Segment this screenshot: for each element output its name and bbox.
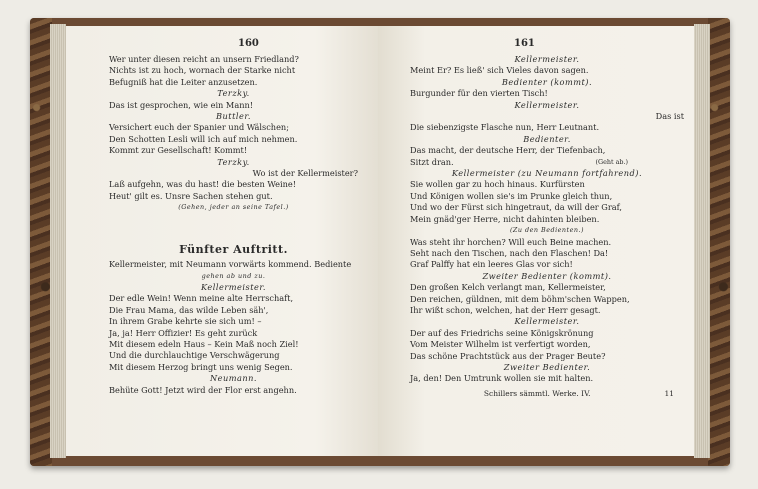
- verse-line: [410, 157, 684, 168]
- right-page-text: [410, 54, 684, 385]
- verse-line: Das ist gesprochen, wie ein Mann!: [109, 99, 254, 110]
- page-edges-right: [694, 24, 710, 458]
- speaker-name: Kellermeister.: [201, 281, 266, 292]
- page-number: 161: [514, 38, 535, 49]
- verse-line: Und die durchlauchtige Verschwägerung: [109, 350, 280, 361]
- stage-direction: gehen ab und zu.: [201, 271, 266, 280]
- verse-line: Die Frau Mama, das wilde Leben säh',: [109, 304, 269, 315]
- verse-line: Kellermeister, mit Neumann vorwärts kommend. Bediente: [109, 259, 352, 270]
- verse-line: Der auf des Friedrichs seine Königskrönung: [410, 327, 594, 338]
- speaker-name: Buttler.: [216, 111, 251, 122]
- verse-line: Den reichen, güldnen, mit dem böhm'schen Wappen,: [410, 293, 630, 304]
- right-page: [378, 26, 694, 456]
- speaker-name: Kellermeister.: [514, 99, 580, 110]
- verse-line: In ihrem Grabe kehrte sie sich um! –: [109, 316, 262, 327]
- verse-line: Burgunder für den vierten Tisch!: [410, 88, 548, 99]
- verse-line: Behüte Gott! Jetzt wird der Flor erst angehn.: [109, 384, 297, 395]
- verse-line: Der edle Wein! Wenn meine alte Herrschaft,: [109, 293, 294, 304]
- verse-line: Graf Palffy hat ein leeres Glas vor sich!: [410, 259, 573, 270]
- speaker-name: Kellermeister.: [514, 54, 580, 64]
- verse-line: Seht nach den Tischen, nach den Flaschen! Da!: [410, 247, 609, 258]
- left-page: [66, 26, 378, 456]
- verse-line: Laß aufgehn, was du hast! die besten Weine!: [109, 179, 296, 190]
- verse-line: Wo ist der Kellermeister?: [252, 168, 358, 179]
- verse-line: Nichts ist zu hoch, wornach der Starke nicht: [109, 65, 296, 76]
- verse-text: Sitzt dran.: [410, 156, 454, 167]
- left-page-text: [109, 54, 358, 396]
- speaker-name: Kellermeister (zu Neumann fortfahrend).: [451, 168, 643, 179]
- verse-line: Die siebenzigste Flasche nun, Herr Leutnant.: [410, 122, 600, 133]
- verse-line: Versichert euch der Spanier und Wälschen;: [109, 122, 289, 133]
- verse-line: Das ist: [655, 111, 684, 122]
- verse-line: Mit diesem Herzog bringt uns wenig Segen.: [109, 361, 293, 372]
- speaker-name: Zweiter Bedienter.: [503, 361, 591, 372]
- stage-direction: (Gehen, jeder an seine Tafel.): [178, 203, 289, 212]
- verse-line: Kommt zur Gesellschaft! Kommt!: [109, 145, 248, 156]
- verse-line: Und wo der Fürst sich hingetraut, da will der Graf,: [410, 202, 622, 213]
- verse-line: Ja, den! Den Umtrunk wollen sie mit halten.: [410, 373, 594, 384]
- speaker-name: Neumann.: [209, 373, 258, 384]
- verse-line: Vom Meister Wilhelm ist verfertigt worden,: [410, 339, 591, 350]
- stage-direction: (Geht ab.): [595, 157, 628, 166]
- verse-line: Wer unter diesen reicht an unsern Friedland?: [109, 54, 299, 64]
- verse-line: Mein gnäd'ger Herre, nicht dahinten bleiben.: [410, 213, 600, 224]
- verse-line: Ja, ja! Herr Offizier! Es geht zurück: [109, 327, 258, 338]
- speaker-name: Terzky.: [217, 88, 250, 99]
- verse-line: Und Königen wollen sie's im Prunke gleich thun,: [410, 190, 613, 201]
- speaker-name: Bedienter.: [523, 133, 571, 144]
- verse-line: Das macht, der deutsche Herr, der Tiefenbach,: [410, 145, 606, 156]
- footer-text: Schillers sämmtl. Werke. IV.: [483, 388, 591, 398]
- verse-line: Das schöne Prachtstück aus der Prager Beute?: [410, 350, 606, 361]
- marbled-cover-right: [708, 18, 730, 466]
- verse-line: Den Schotten Lesli will ich auf mich nehmen.: [109, 133, 298, 144]
- footer-signature: 11: [664, 388, 674, 398]
- speaker-name: Zweiter Bedienter (kommt).: [482, 270, 612, 281]
- speaker-name: Kellermeister.: [514, 316, 580, 327]
- page-edges-left: [50, 24, 66, 458]
- speaker-name: Bedienter (kommt).: [501, 76, 593, 87]
- spacer: [109, 214, 358, 240]
- verse-line: Meint Er? Es ließ' sich Vieles davon sagen.: [410, 65, 589, 76]
- verse-line: Heut' gilt es. Unsre Sachen stehen gut.: [109, 190, 273, 201]
- marbled-cover-left: [30, 18, 52, 466]
- verse-line: Was steht ihr horchen? Will euch Beine machen.: [410, 236, 612, 247]
- verse-line: Den großen Kelch verlangt man, Kellermeister,: [410, 282, 606, 293]
- open-book: [30, 18, 730, 466]
- speaker-name: Terzky.: [217, 156, 250, 167]
- verse-line: Mit diesem edeln Haus – Kein Maß noch Ziel!: [109, 338, 299, 349]
- page-footer: [410, 388, 684, 399]
- verse-line: Sie wollen gar zu hoch hinaus. Kurfürsten: [410, 179, 585, 190]
- page-number: 160: [238, 38, 259, 49]
- stage-direction: (Zu den Bedienten.): [509, 226, 585, 235]
- verse-line: Ihr wißt schon, welchen, hat der Herr gesagt.: [410, 304, 601, 315]
- verse-line: Befugniß hat die Leiter anzusetzen.: [109, 76, 258, 87]
- scene-heading: Fünfter Auftritt.: [179, 242, 288, 256]
